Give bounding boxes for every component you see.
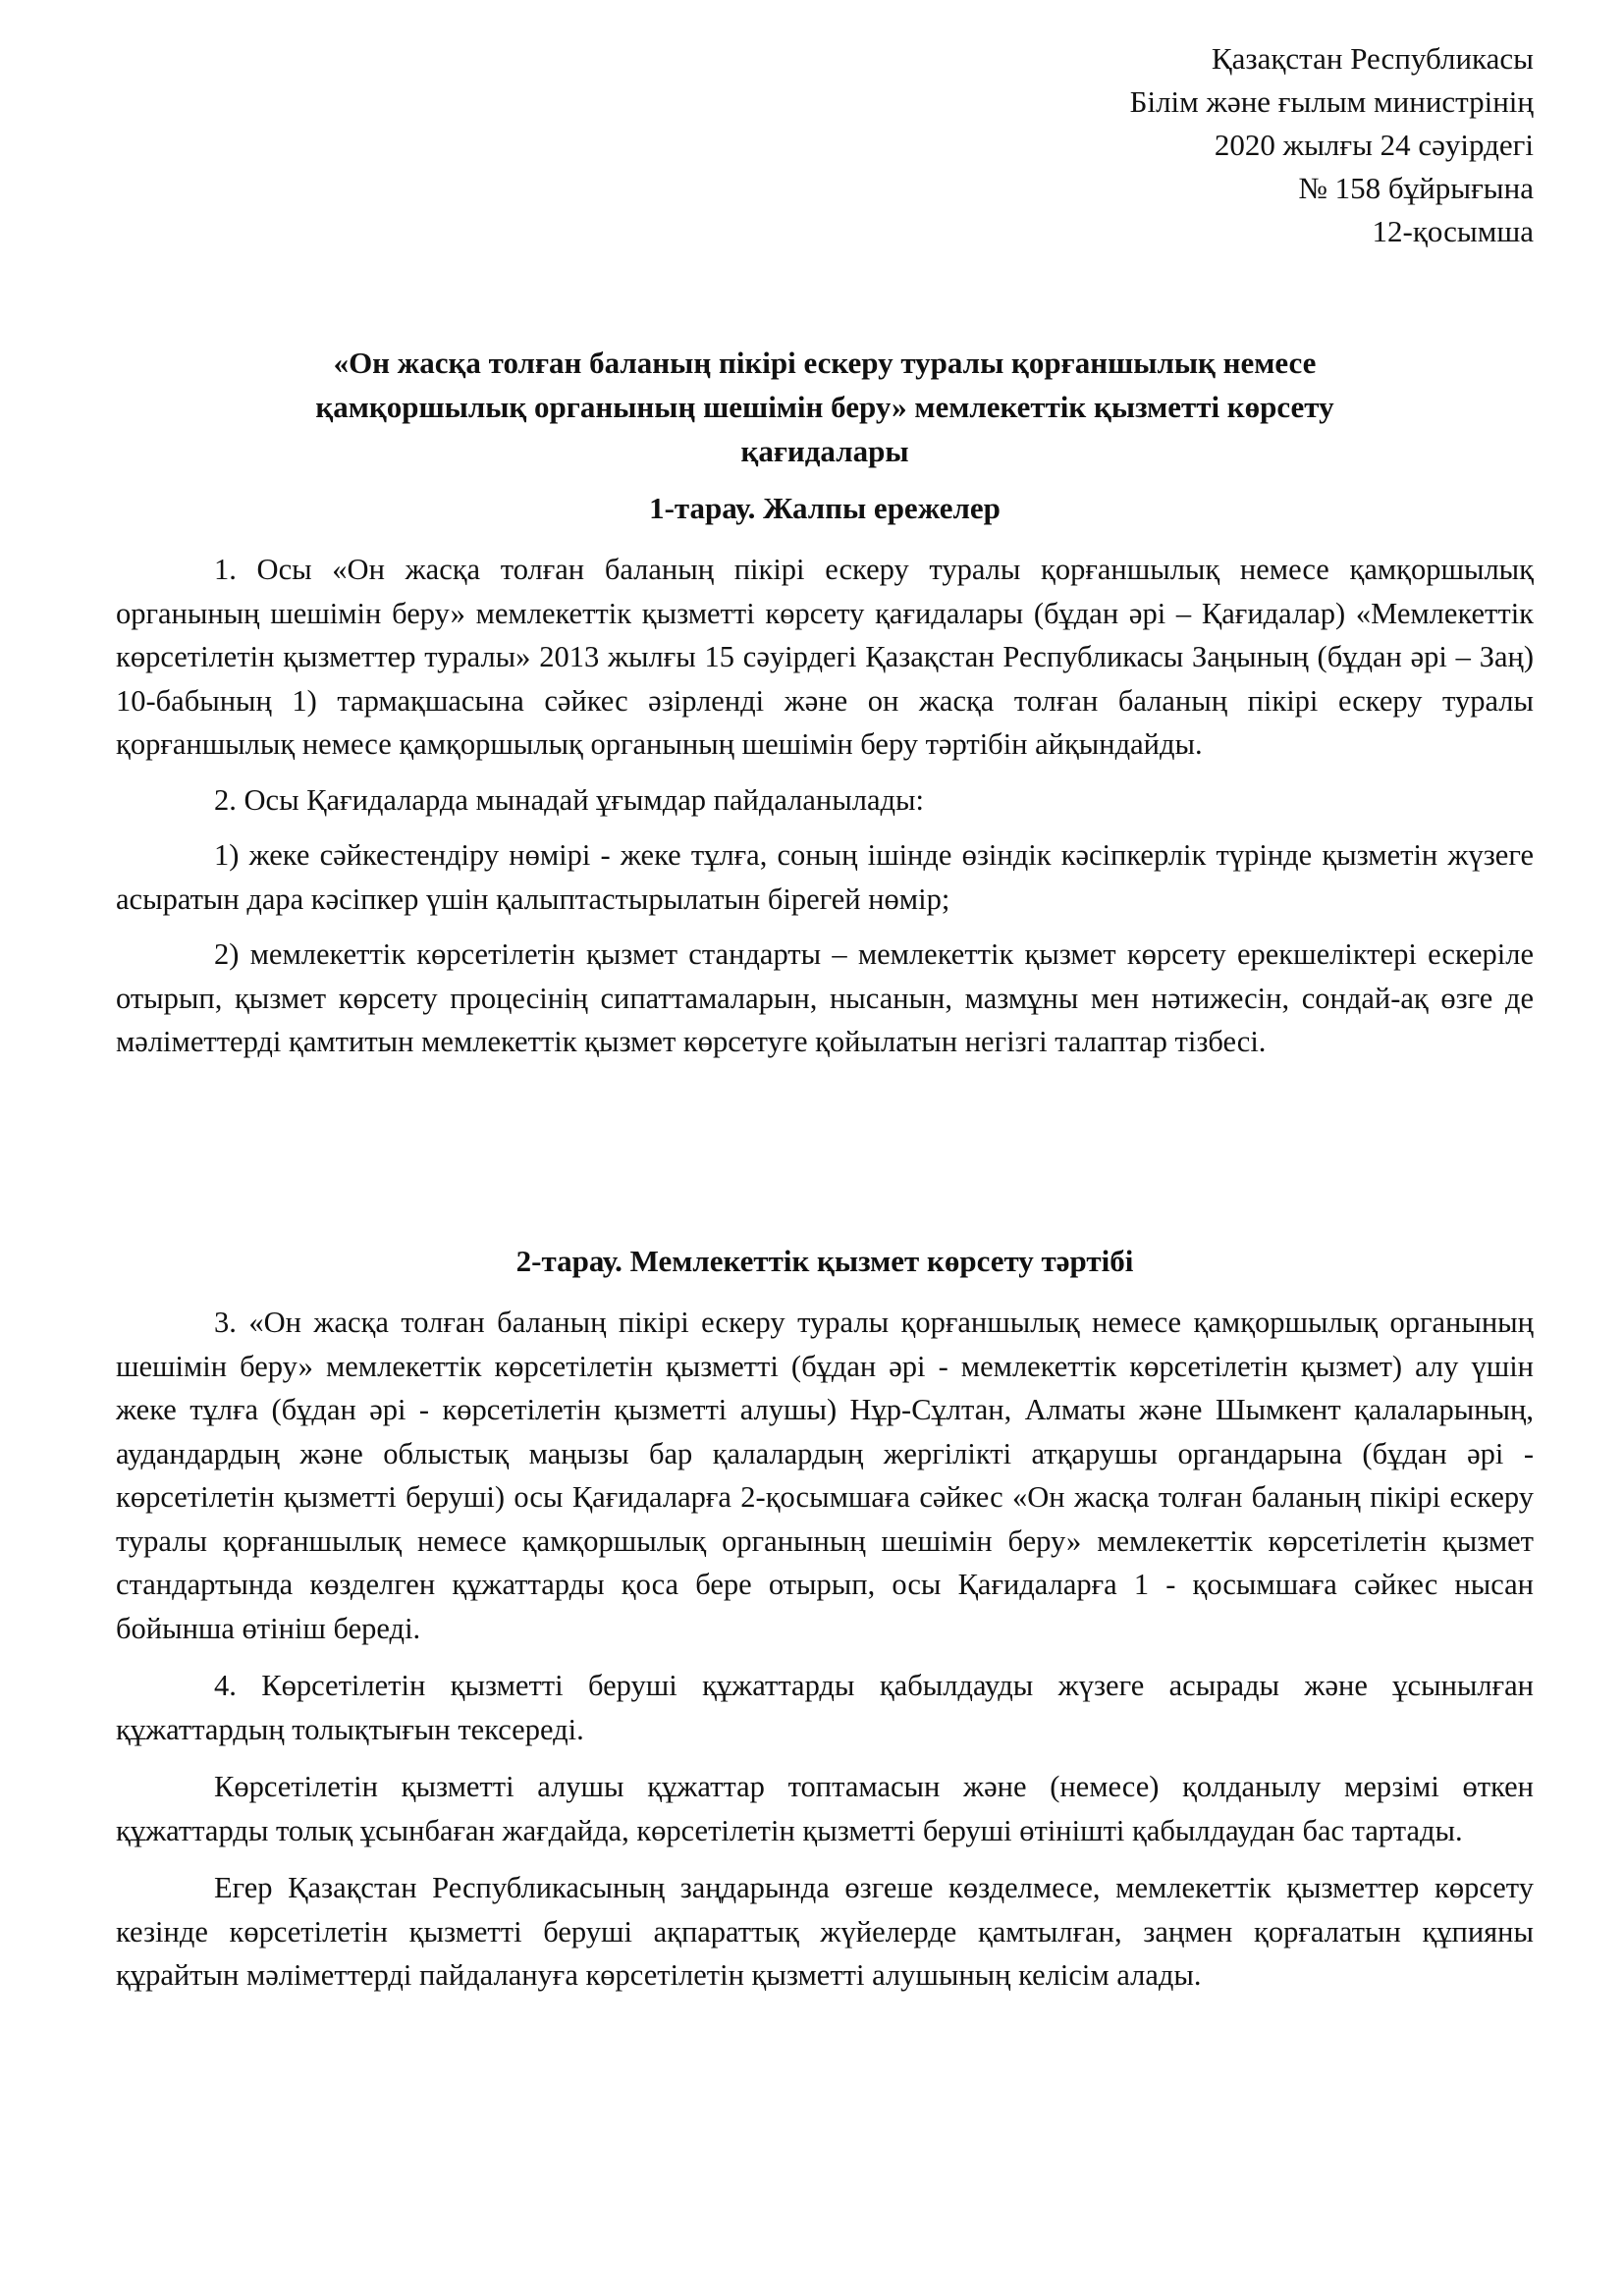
chapter-2 <box>116 1239 1534 1998</box>
appendix-header <box>1130 37 1534 253</box>
title-line: қағидалары <box>740 434 909 468</box>
document-title <box>116 341 1534 473</box>
paragraph: 3. «Он жасқа толған баланың пікірі ескеру туралы қорғаншылық немесе қамқоршылық органының шешімін беру» мемлекеттік көрсетілетін қызметті (бұдан әрі - мемлекеттік көрсетілетін қызмет) алу үшін жеке тұлға (бұдан әрі - көрсетілетін қызметті алушы) Нұр-Сұлтан, Алматы және Шымкент қалаларының, аудандардың және облыстық маңызы бар қалалардың жергілікті атқарушы органдарына (бұдан әрі - көрсетілетін қызметті беруші) осы Қағидаларға 2-қосымшаға сәйкес «Он жасқа толған баланың пікірі ескеру туралы қорғаншылық немесе қамқоршылық органының шешімін беру» мемлекеттік көрсетілетін қызмет стандартында көзделген құжаттарды қоса бере отырып, осы Қағидаларға 1 - қосымшаға сәйкес нысан бойынша өтініш береді. <box>116 1306 1534 1645</box>
paragraph: 4. Көрсетілетін қызметті беруші құжаттарды қабылдауды жүзеге асырады және ұсынылған құжаттардың толықтығын тексереді. <box>116 1669 1534 1746</box>
paragraph: 2) мемлекеттік көрсетілетін қызмет стандарты – мемлекеттік қызмет көрсету ерекшеліктері ескеріле отырып, қызмет көрсету процесінің сипаттамаларын, нысанын, мазмұны мен нәтижесін, сондай-ақ өзге де мәліметтерді қамтитын мемлекеттік қызмет көрсетуге қойылатын негізгі талаптар тізбесі. <box>116 937 1534 1058</box>
chapter-heading: 1-тарау. Жалпы ережелер <box>649 491 1001 525</box>
paragraph: Көрсетілетін қызметті алушы құжаттар топтамасын және (немесе) қолданылу мерзімі өткен құжаттарды толық ұсынбаған жағдайда, көрсетілетін қызметті беруші өтінішті қабылдаудан бас тартады. <box>116 1770 1534 1847</box>
header-line: Қазақстан Республикасы <box>1211 41 1534 76</box>
title-line: «Он жасқа толған баланың пікірі ескеру туралы қорғаншылық немесе <box>333 346 1317 380</box>
header-line: 12-қосымша <box>1372 214 1534 248</box>
paragraph: 1) жеке сәйкестендіру нөмірі - жеке тұлға, соның ішінде өзіндік кәсіпкерлік түрінде қызметін жүзеге асыратын дара кәсіпкер үшін қалыптастырылатын бірегей нөмір; <box>116 838 1534 916</box>
chapter-heading: 2-тарау. Мемлекеттік қызмет көрсету тәртібі <box>515 1244 1134 1278</box>
chapter-1 <box>116 486 1534 1064</box>
paragraph: Егер Қазақстан Республикасының заңдарында өзгеше көзделмесе, мемлекеттік қызметтер көрсету кезінде көрсетілетін қызметті беруші ақпараттық жүйелерде қамтылған, заңмен қорғалатын құпияны құрайтын мәліметтерді пайдалануға көрсетілетін қызметті алушының келісім алады. <box>116 1871 1534 1992</box>
header-line: Білім және ғылым министрінің <box>1129 84 1534 119</box>
paragraph: 1. Осы «Он жасқа толған баланың пікірі ескеру туралы қорғаншылық немесе қамқоршылық органының шешімін беру» мемлекеттік қызметті көрсету қағидалары (бұдан әрі – Қағидалар) «Мемлекеттік көрсетілетін қызметтер туралы» 2013 жылғы 15 сәуірдегі Қазақстан Республикасы Заңының (бұдан әрі – Заң) 10-бабының 1) тармақшасына сәйкес әзірленді және он жасқа толған баланың пікірі ескеру туралы қорғаншылық немесе қамқоршылық органының шешімін беру тәртібін айқындайды. <box>116 553 1534 761</box>
title-line: қамқоршылық органының шешімін беру» мемлекеттік қызметті көрсету <box>315 390 1334 424</box>
header-line: № 158 бұйрығына <box>1298 171 1534 205</box>
paragraph: 2. Осы Қағидаларда мынадай ұғымдар пайдаланылады: <box>214 782 924 817</box>
header-line: 2020 жылғы 24 сәуірдегі <box>1214 128 1534 162</box>
